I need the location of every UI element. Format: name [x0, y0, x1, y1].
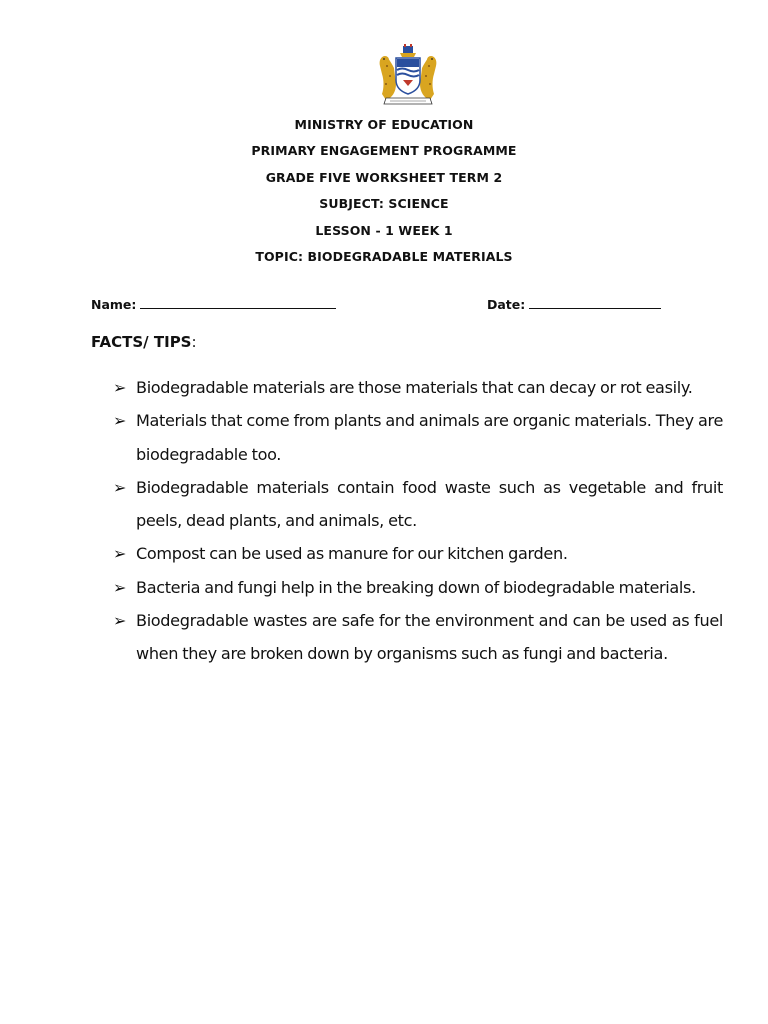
- name-blank-line[interactable]: [140, 296, 336, 309]
- topic-title: TOPIC: BIODEGRADABLE MATERIALS: [255, 249, 513, 265]
- date-label: Date:: [487, 297, 526, 312]
- list-item: [113, 371, 723, 404]
- fact-text: Biodegradable materials contain food waste such as vegetable and fruit peels, dead plants, and animals, etc.: [136, 477, 723, 531]
- date-blank-line[interactable]: [529, 296, 661, 309]
- list-item: [113, 604, 723, 671]
- programme-title: PRIMARY ENGAGEMENT PROGRAMME: [251, 143, 517, 159]
- facts-list: [113, 371, 723, 671]
- student-fields: [0, 296, 768, 318]
- list-item: [113, 537, 723, 570]
- list-item: [113, 404, 723, 471]
- lesson-title: LESSON - 1 WEEK 1: [315, 222, 453, 238]
- facts-heading: [91, 333, 197, 351]
- subject-title: SUBJECT: SCIENCE: [319, 196, 449, 212]
- arrow-bullet-icon: ➢: [113, 378, 127, 397]
- fact-text: Bacteria and fungi help in the breaking down of biodegradable materials.: [136, 577, 696, 597]
- fact-text: Biodegradable materials are those materials that can decay or rot easily.: [136, 378, 693, 397]
- arrow-bullet-icon: ➢: [113, 411, 127, 431]
- name-label: Name:: [91, 297, 137, 312]
- worksheet-header: [0, 112, 768, 270]
- facts-heading-colon: :: [191, 333, 197, 351]
- arrow-bullet-icon: ➢: [113, 577, 127, 597]
- arrow-bullet-icon: ➢: [113, 544, 127, 564]
- fact-text: Compost can be used as manure for our kitchen garden.: [136, 544, 568, 564]
- grade-term-title: GRADE FIVE WORKSHEET TERM 2: [265, 169, 503, 185]
- ministry-title: MINISTRY OF EDUCATION: [294, 117, 474, 132]
- fact-text: Biodegradable wastes are safe for the environment and can be used as fuel when they are broken down by organisms such as fungi and bacteria.: [136, 611, 723, 664]
- arrow-bullet-icon: ➢: [113, 477, 127, 497]
- fact-text: Materials that come from plants and animals are organic materials. They are biodegradable too.: [136, 411, 723, 464]
- date-field[interactable]: [487, 296, 661, 312]
- coat-of-arms-icon: [376, 44, 440, 106]
- facts-heading-text: FACTS/ TIPS: [91, 333, 192, 351]
- arrow-bullet-icon: ➢: [113, 611, 127, 631]
- list-item: [113, 471, 723, 538]
- list-item: [113, 571, 723, 604]
- name-field[interactable]: [91, 296, 336, 312]
